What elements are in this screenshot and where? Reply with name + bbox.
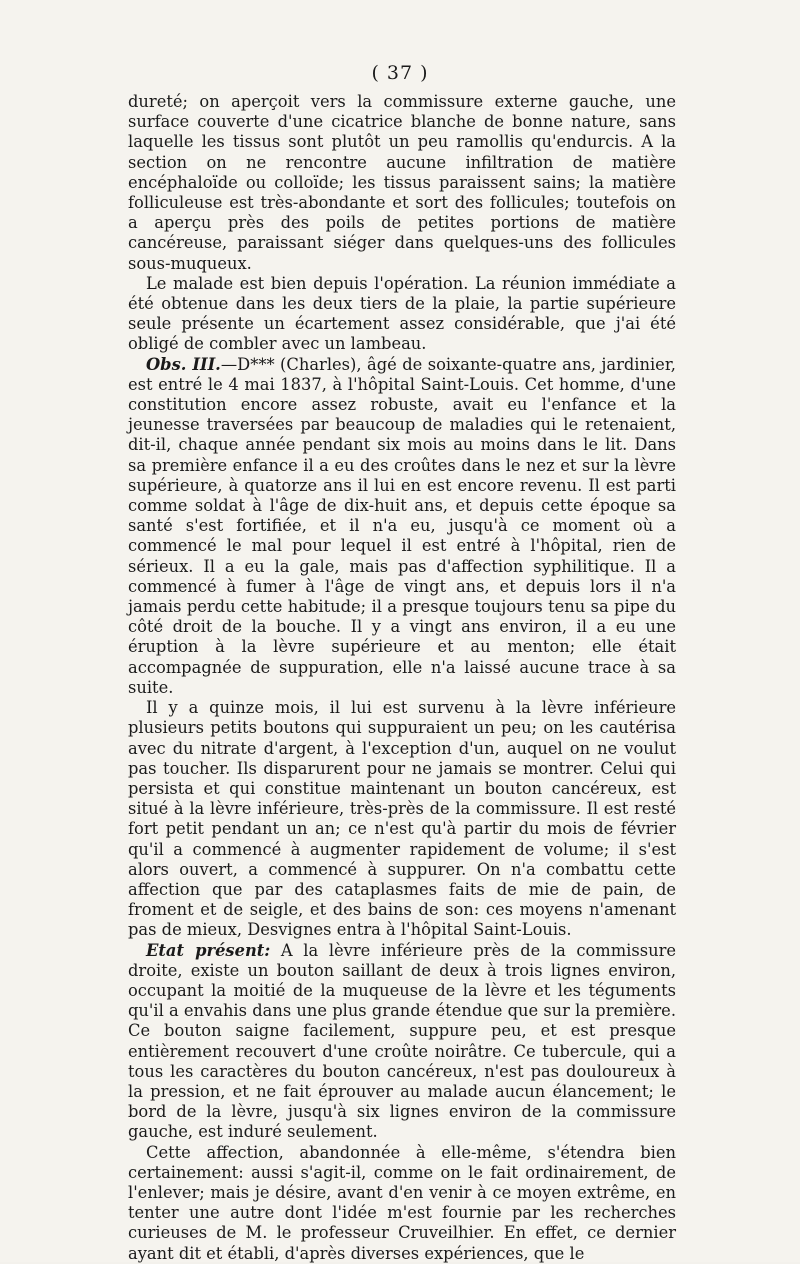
paragraph-2: Le malade est bien depuis l'opération. La réunion immédiate a été obtenue dans les deux tiers de la plaie, la partie supérieure seule présente un écartement assez considérable, que j'ai été obligé de combler avec un lambeau. xyxy=(128,273,676,354)
paragraph-5-text: A la lèvre inférieure près de la commissure droite, existe un bouton saillant de deux à trois lignes environ, occupant la moitié de la muqueuse de la lèvre et les téguments qu'il a envahis dans une plus grande étendue que sur la première. Ce bouton saigne facilement, suppure peu, et est presque entièrement recouvert d'une croûte noirâtre. Ce tubercule, qui a tous les caractères du bouton cancéreux, n'est pas douloureux à la pression, et ne fait éprouver au malade aucun élancement; le bord de la lèvre, jusqu'à six lignes environ de la commissure gauche, est induré seulement. xyxy=(128,940,677,1142)
page-number: ( 37 ) xyxy=(371,62,429,84)
paragraph-6: Cette affection, abandonnée à elle-même, s'étendra bien certainement: aussi s'agit-il, comme on le fait ordinairement, de l'enlever; mais je désire, avant d'en venir à ce moyen extrême, en tenter une autre dont l'idée m'est fournie par les recherches curieuses de M. le professeur Cruveilhier. En effet, ce dernier ayant dit et établi, d'après diverses expériences, que le xyxy=(128,1142,676,1263)
etat-present-label: Etat présent: xyxy=(146,940,271,960)
observation-label: Obs. III. xyxy=(146,354,221,374)
paragraph-1: dureté; on aperçoit vers la commissure externe gauche, une surface couverte d'une cicatrice blanche de bonne nature, sans laquelle les tissus sont plutôt un peu ramollis qu'endurcis. A la section on ne rencontre aucune infiltration de matière encéphaloïde ou colloïde; les tissus paraissent sains; la matière folliculeuse est très-abondante et sort des follicules; toutefois on a aperçu près des poils de petites portions de matière cancéreuse, paraissant siéger dans quelques-uns des follicules sous-muqueux. xyxy=(128,92,676,273)
paragraph-3 xyxy=(128,355,676,698)
body-text xyxy=(128,92,676,1264)
paragraph-3-text: —D*** (Charles), âgé de soixante-quatre ans, jardinier, est entré le 4 mai 1837, à l'hôpital Saint-Louis. Cet homme, d'une constitution encore assez robuste, avait eu l'enfance et la jeunesse traversées par beaucoup de maladies qui le retenaient, dit-il, chaque année pendant six mois au moins dans le lit. Dans sa première enfance il a eu des croûtes dans le nez et sur la lèvre supérieure, à quatorze ans il lui en est encore revenu. Il est parti comme soldat à l'âge de dix-huit ans, et depuis cette époque sa santé s'est fortifiée, et il n'a eu, jusqu'à ce moment où a commencé le mal pour lequel il est entré à l'hôpital, rien de sérieux. Il a eu la gale, mais pas d'affection syphilitique. Il a commencé à fumer à l'âge de vingt ans, et depuis lors il n'a jamais perdu cette habitude; il a presque toujours tenu sa pipe du côté droit de la bouche. Il y a vingt ans environ, il a eu une éruption à la lèvre supérieure et au menton; elle était accompagnée de suppuration, elle n'a laissé aucune trace à sa suite. xyxy=(128,354,676,697)
paragraph-4: Il y a quinze mois, il lui est survenu à la lèvre inférieure plusieurs petits boutons qui suppuraient un peu; on les cautérisa avec du nitrate d'argent, à l'exception d'un, auquel on ne voulut pas toucher. Ils disparurent pour ne jamais se montrer. Celui qui persista et qui constitue maintenant un bouton cancéreux, est situé à la lèvre inférieure, très-près de la commissure. Il est resté fort petit pendant un an; ce n'est qu'à partir du mois de février qu'il a commencé à augmenter rapidement de volume; il s'est alors ouvert, a commencé à suppurer. On n'a combattu cette affection que par des cataplasmes faits de mie de pain, de froment et de seigle, et des bains de son: ces moyens n'amenant pas de mieux, Desvignes entra à l'hôpital Saint-Louis. xyxy=(128,698,676,940)
paragraph-5 xyxy=(128,941,676,1143)
